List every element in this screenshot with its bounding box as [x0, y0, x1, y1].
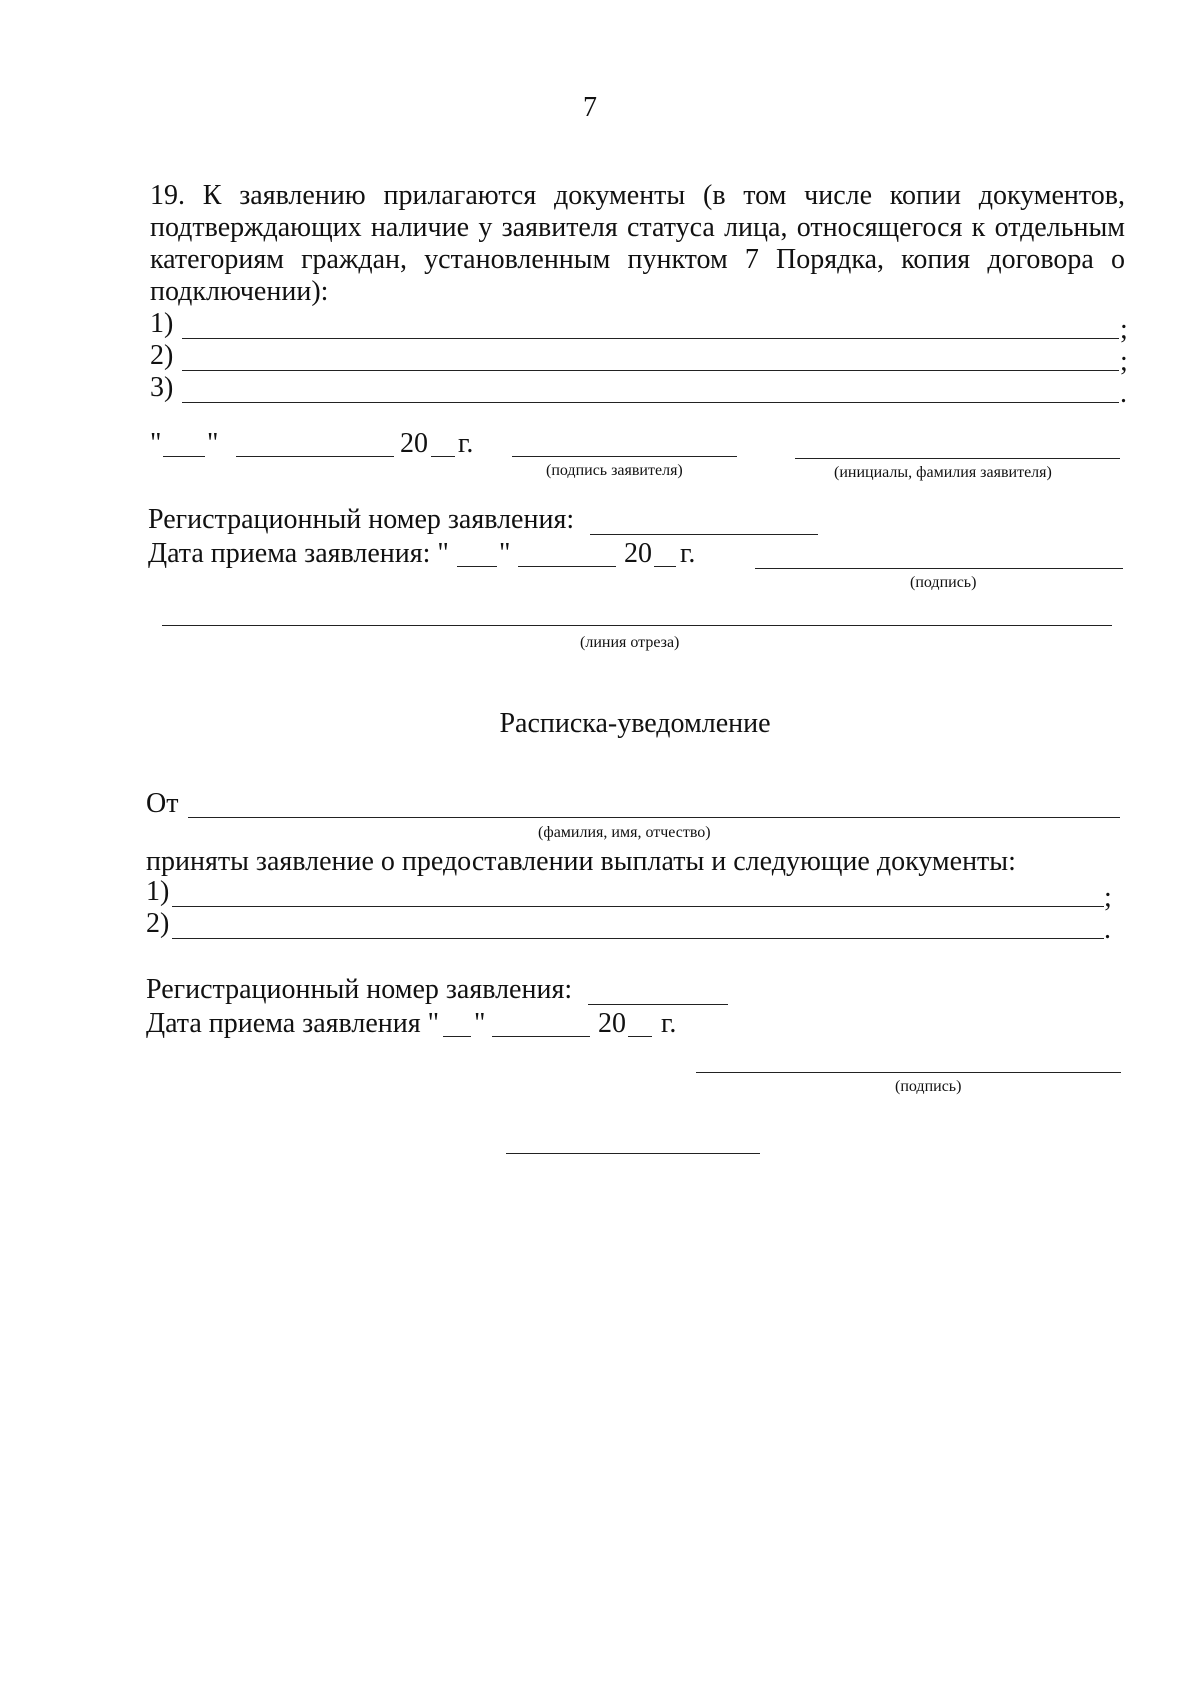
- end-separator-line: [506, 1153, 760, 1154]
- receipt-signature-caption: (подпись): [895, 1078, 962, 1095]
- doc-item-1-end: ;: [1120, 314, 1128, 345]
- receipt-item-1-number: 1): [146, 876, 170, 907]
- doc-item-1-line[interactable]: [182, 338, 1119, 339]
- doc-item-3-end: .: [1120, 378, 1127, 409]
- receipt-item-2-line[interactable]: [172, 938, 1104, 939]
- applicant-date-close-quote: ": [207, 428, 219, 459]
- applicant-signature-line[interactable]: [512, 456, 737, 457]
- applicant-signature-caption: (подпись заявителя): [546, 462, 683, 479]
- receipt-title: Расписка-уведомление: [499, 708, 771, 739]
- receipt-from-label: От: [146, 788, 179, 819]
- receipt-item-2-end: .: [1104, 914, 1111, 945]
- reg-date-day-line[interactable]: [457, 566, 497, 567]
- receipt-reg-number-label: Регистрационный номер заявления:: [146, 974, 573, 1005]
- receipt-date-day-line[interactable]: [443, 1036, 471, 1037]
- reg-signature-caption: (подпись): [910, 574, 977, 591]
- receipt-date-close-quote: ": [474, 1008, 486, 1039]
- applicant-initials-caption: (инициалы, фамилия заявителя): [834, 464, 1052, 481]
- receipt-date-year-prefix: 20: [598, 1008, 626, 1039]
- receipt-reg-number-line[interactable]: [588, 1004, 728, 1005]
- receipt-date-month-line[interactable]: [492, 1036, 590, 1037]
- reg-date-close-quote: ": [499, 538, 511, 569]
- receipt-from-caption: (фамилия, имя, отчество): [538, 824, 711, 841]
- doc-item-3-line[interactable]: [182, 402, 1119, 403]
- reg-number-label: Регистрационный номер заявления:: [148, 504, 575, 535]
- receipt-accepted-text: приняты заявление о предоставлении выплаты и следующие документы:: [146, 846, 1016, 877]
- receipt-item-1-end: ;: [1104, 882, 1112, 913]
- reg-date-year-suffix: г.: [680, 538, 696, 569]
- doc-item-2-number: 2): [150, 340, 174, 371]
- reg-signature-line[interactable]: [755, 568, 1123, 569]
- applicant-date-year-prefix: 20: [400, 428, 428, 459]
- reg-date-year-prefix: 20: [624, 538, 652, 569]
- applicant-initials-line[interactable]: [795, 458, 1120, 459]
- reg-date-label: Дата приема заявления: ": [148, 538, 449, 569]
- doc-item-3-number: 3): [150, 372, 174, 403]
- applicant-date-month-line[interactable]: [236, 456, 394, 457]
- reg-date-month-line[interactable]: [518, 566, 616, 567]
- cut-line-caption: (линия отреза): [580, 634, 680, 651]
- doc-item-1-number: 1): [150, 308, 174, 339]
- reg-date-year-line[interactable]: [654, 566, 676, 567]
- applicant-date-day-line[interactable]: [163, 456, 205, 457]
- applicant-date-year-suffix: г.: [458, 428, 474, 459]
- receipt-from-line[interactable]: [188, 817, 1120, 818]
- reg-number-line[interactable]: [590, 534, 818, 535]
- applicant-date-year-line[interactable]: [431, 456, 455, 457]
- receipt-item-2-number: 2): [146, 908, 170, 939]
- receipt-date-year-line[interactable]: [628, 1036, 652, 1037]
- receipt-date-year-suffix: г.: [661, 1008, 677, 1039]
- doc-item-2-end: ;: [1120, 346, 1128, 377]
- doc-item-2-line[interactable]: [182, 370, 1119, 371]
- item-19-text: 19. К заявлению прилагаются документы (в том числе копии документов, подтверждающих наличие у заявителя статуса лица, относящегося к отдельным категориям граждан, установленным пунктом 7 Порядка, копия договора о подключении):: [150, 180, 1125, 307]
- page-number: 7: [583, 92, 597, 123]
- receipt-item-1-line[interactable]: [172, 906, 1104, 907]
- receipt-date-label: Дата приема заявления ": [146, 1008, 440, 1039]
- receipt-signature-line[interactable]: [696, 1072, 1121, 1073]
- cut-line: [162, 625, 1112, 626]
- applicant-date-open-quote: ": [150, 428, 162, 459]
